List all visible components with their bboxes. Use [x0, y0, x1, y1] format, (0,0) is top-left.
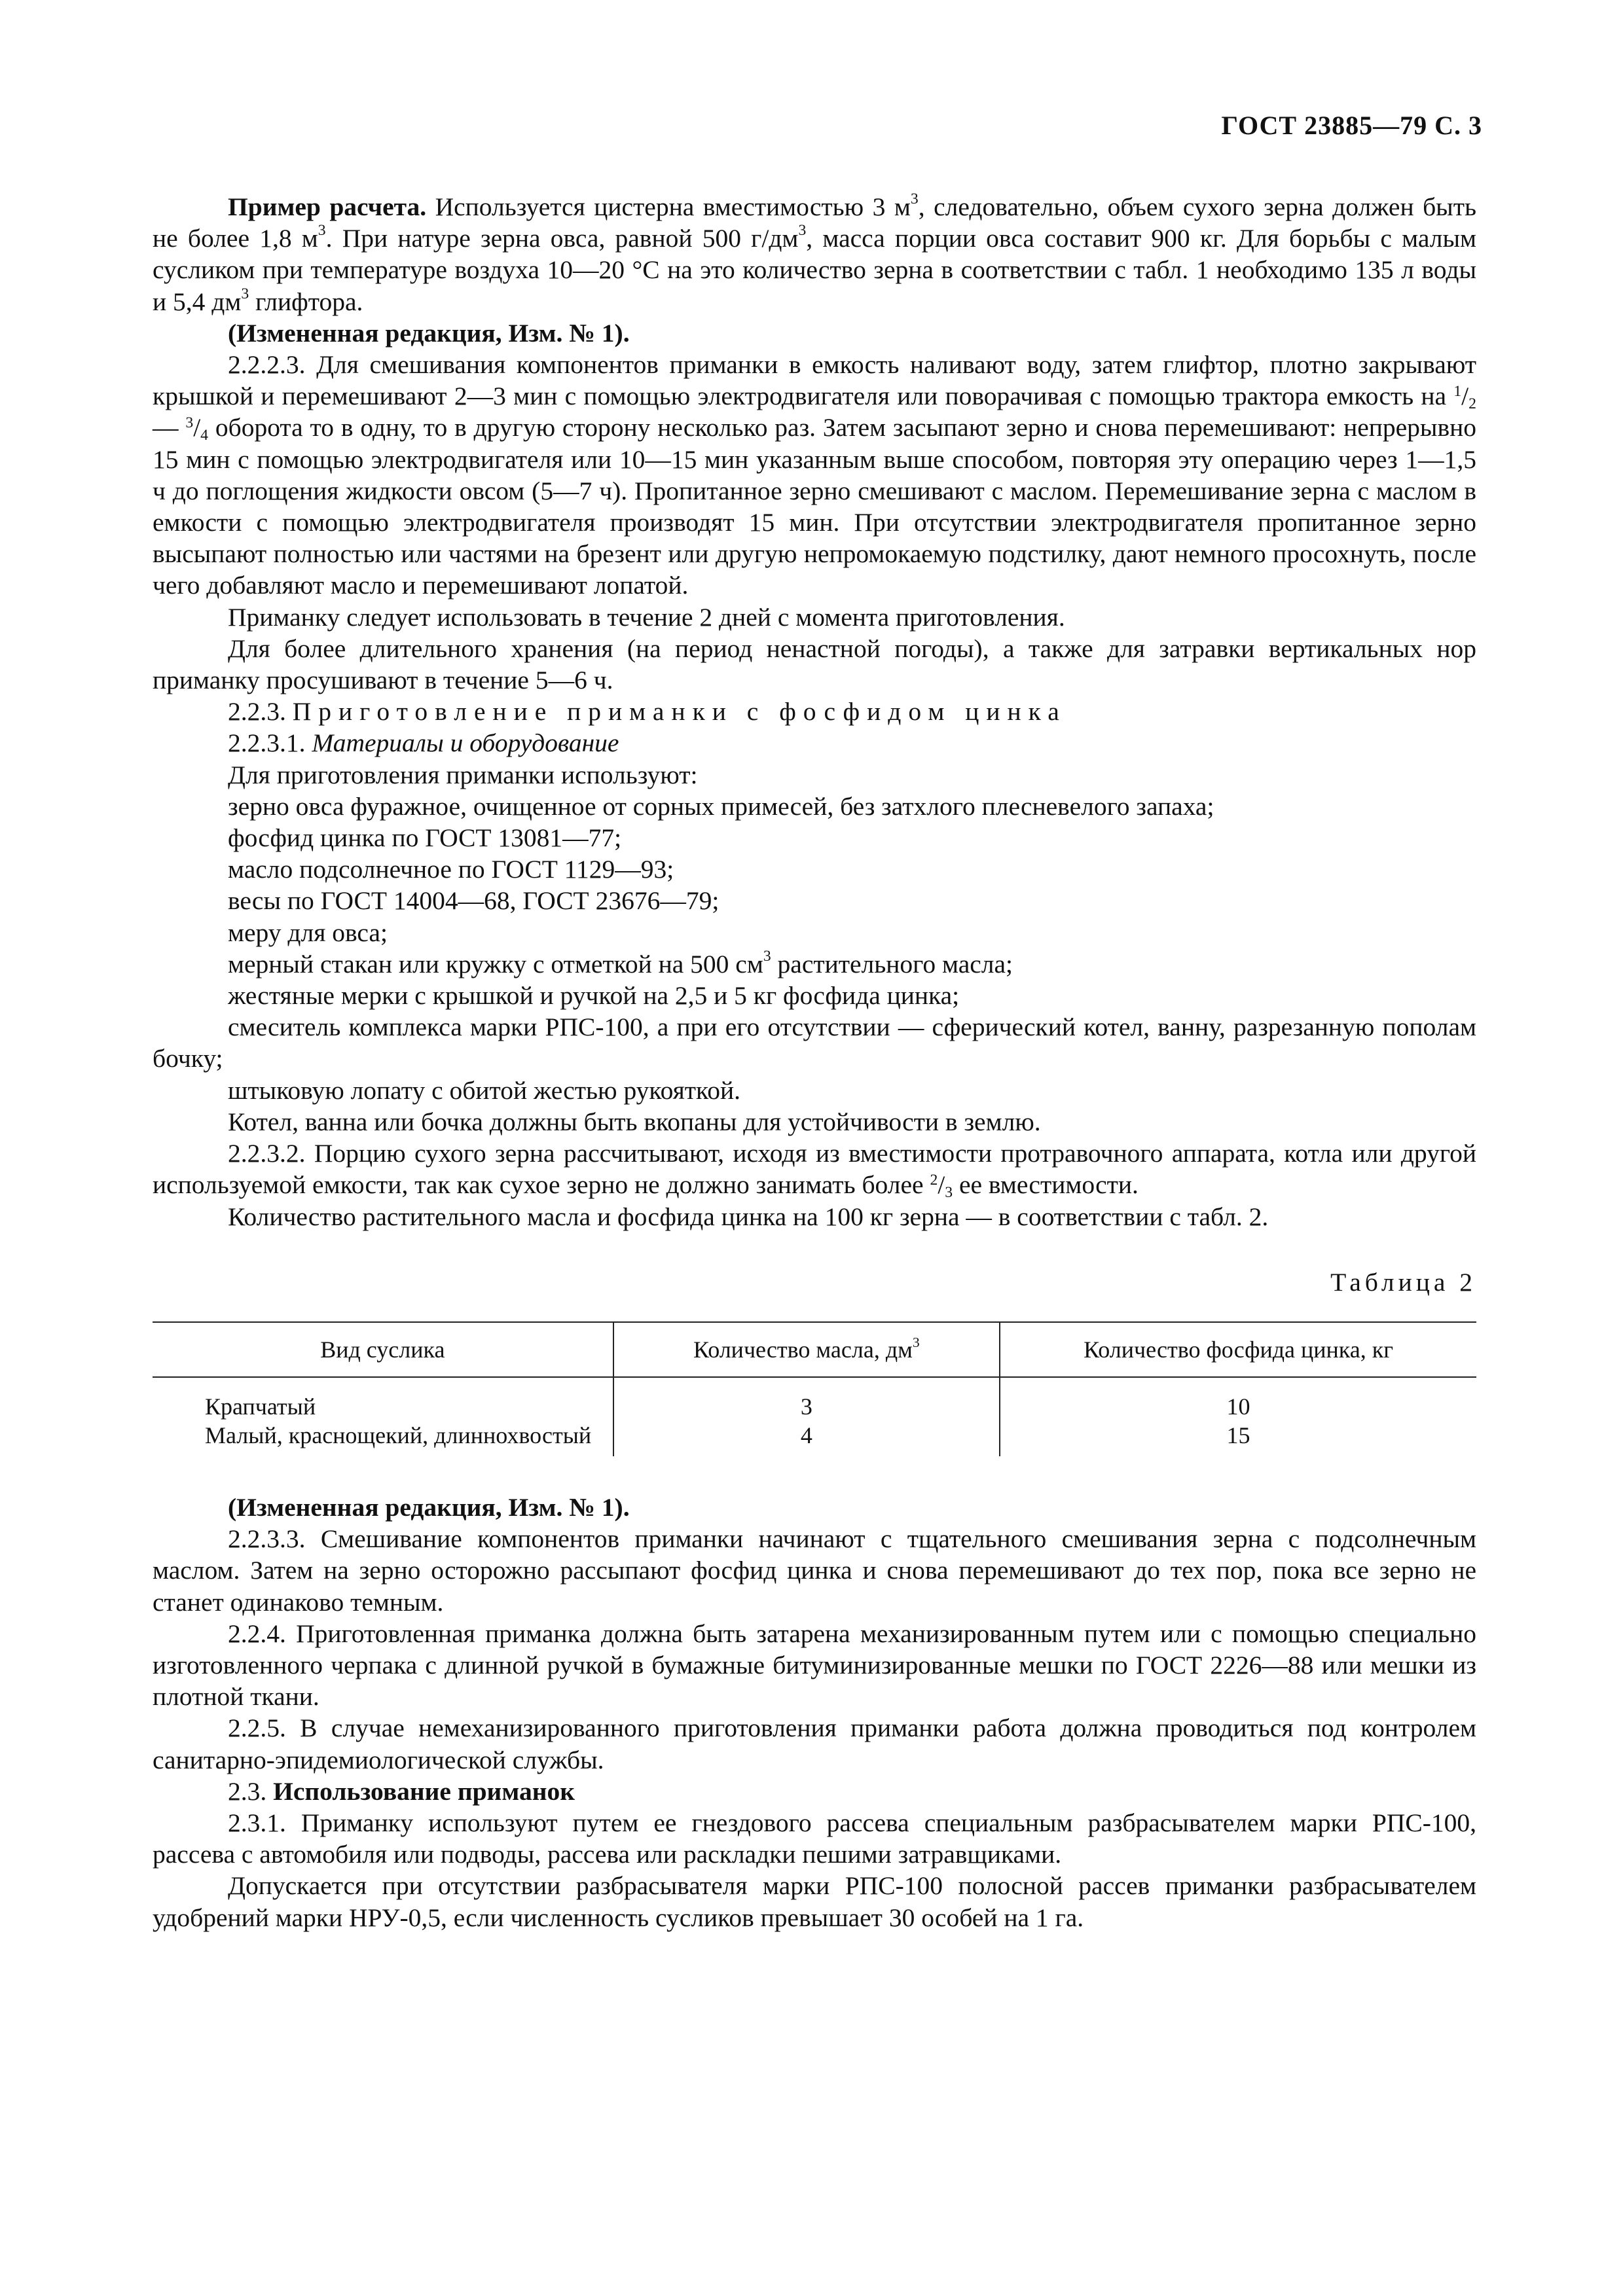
materials-item: фосфид цинка по ГОСТ 13081—77;: [228, 823, 622, 853]
section-2-2-3-1-heading: 2.2.3.1. Материалы и оборудование: [228, 728, 619, 758]
table-header: Количество масла, $дм^3$: [613, 1322, 1000, 1377]
table-row: [153, 1421, 1476, 1456]
quantity-paragraph: Количество растительного масла и фосфида цинка на 100 кг зерна — в соответствии с табл. 2.: [228, 1202, 1269, 1231]
materials-item: масло подсолнечное по ГОСТ 1129—93;: [228, 855, 674, 884]
section-2-2-4: 2.2.4. Приготовленная приманка должна быть затарена механизированным путем или с помощью специально изготовленного черпака с длинной ручкой в бумажные битуминизированные мешки по ГОСТ 2226—88 или мешки из плотной ткани.: [153, 1619, 1476, 1712]
usage-period-paragraph: Приманку следует использовать в течение 2 дней с момента приготовления.: [228, 602, 1065, 632]
section-2-2-2-3: 2.2.2.3. Для смешивания компонентов приманки в емкость наливают воду, затем глифтор, плотно закрывают крышкой и перемешивают 2—3 мин с помощью электродвигателя или поворачивая с помощью трактора емкость на $^1/_2$ — $^3/_4$ оборота то в одну, то в другую сторону несколько раз. Затем засыпают зерно и снова перемешивают: непрерывно 15 мин с помощью электродвигателя или 10—15 мин указанным выше способом, повторяя эту операцию через 1—1,5 ч до поглощения жидкости овсом (5—7 ч). Пропитанное зерно смешивают с маслом. Перемешивание зерна с маслом в емкости с помощью электродвигателя производят 15 мин. При отсутствии электродвигателя пропитанное зерно высыпают полностью или частями на брезент или другую непромокаемую подстилку, дают немного просохнуть, после чего добавляют масло и перемешивают лопатой.: [153, 350, 1476, 600]
materials-item: зерно овса фуражное, очищенное от сорных примесей, без затхлого плесневелого запаха;: [228, 791, 1214, 821]
fraction-three-quarters: $^3/_4$: [185, 413, 209, 444]
materials-item: весы по ГОСТ 14004—68, ГОСТ 23676—79;: [228, 886, 720, 916]
section-2-3-1: 2.3.1. Приманку используют путем ее гнездового рассева специальным разбрасывателем марки РПС-100, рассева с автомобиля или подводы, рассева или раскладки пешими затравщиками.: [153, 1808, 1476, 1869]
section-2-2-3-heading: 2.2.3. Приготовление приманки с фосфидом цинка: [228, 697, 1067, 726]
table-cell: Малый, краснощекий, длиннохвостый: [205, 1422, 592, 1448]
section-2-2-3-3: 2.2.3.3. Смешивание компонентов приманки начинают с тщательного смешивания зерна с подсолнечным маслом. Затем на зерно осторожно рассыпают фосфид цинка и снова перемешивают до тех пор, пока все зерно не станет одинаково темным.: [153, 1524, 1476, 1617]
table-2: [153, 1321, 1476, 1456]
last-paragraph: Допускается при отсутствии разбрасывателя марки РПС-100 полосной рассев приманки разбрасывателем удобрений марки НРУ-0,5, если численность сусликов превышает 30 особей на 1 га.: [153, 1871, 1476, 1932]
section-2-3-heading: 2.3. Использование приманок: [228, 1776, 575, 1806]
page-header: ГОСТ 23885—79 С. 3: [1221, 111, 1482, 140]
table-row: [153, 1377, 1476, 1421]
table-cell: 4: [613, 1421, 1000, 1456]
table-cell: 10: [1000, 1377, 1476, 1421]
edit-note: (Измененная редакция, Изм. № 1).: [228, 318, 630, 348]
storage-paragraph: Для более длительного хранения (на период ненастной погоды), а также для затравки вертикальных нор приманку просушивают в течение 5—6 ч.: [153, 634, 1476, 695]
document-body: [153, 191, 1476, 1933]
materials-item: мерный стакан или кружку с отметкой на 500 $см^3$ растительного масла;: [228, 948, 1013, 978]
calc-example-paragraph: Пример расчета. Используется цистерна вместимостью 3 $м^3$, следовательно, объем сухого зерна должен быть не более 1,8 $м^3$. При натуре зерна овса, равной 500 $г/дм^3$, масса порции овса составит 900 кг. Для борьбы с малым сусликом при температуре воздуха 10—20 °С на это количество зерна в соответствии с табл. 1 необходимо 135 л воды и 5,4 $дм^3$ глифтора.: [153, 190, 1476, 316]
section-2-2-5: 2.2.5. В случае немеханизированного приготовления приманки работа должна проводиться под контролем санитарно-эпидемиологической службы.: [153, 1713, 1476, 1774]
table-cell: 3: [613, 1377, 1000, 1421]
kotel-paragraph: Котел, ванна или бочка должны быть вкопаны для устойчивости в землю.: [228, 1107, 1041, 1136]
table-header: Количество фосфида цинка, кг: [1000, 1322, 1476, 1377]
section-2-2-3-2: 2.2.3.2. Порцию сухого зерна рассчитывают, исходя из вместимости протравочного аппарата, котла или другой используемой емкости, так как сухое зерно не должно занимать более $^2/_3$ ее вместимости.: [153, 1139, 1476, 1202]
table-cell: Крапчатый: [205, 1393, 316, 1420]
materials-item: меру для овса;: [228, 918, 388, 947]
edit-note: (Измененная редакция, Изм. № 1).: [228, 1492, 630, 1522]
materials-item: жестяные мерки с крышкой и ручкой на 2,5 и 5 кг фосфида цинка;: [228, 981, 960, 1011]
table-caption: Таблица 2: [1330, 1267, 1476, 1297]
table-cell: 15: [1000, 1421, 1476, 1456]
materials-item: штыковую лопату с обитой жестью рукояткой.: [228, 1075, 740, 1105]
fraction-two-thirds: $^2/_3$: [930, 1170, 953, 1202]
materials-intro: Для приготовления приманки используют:: [228, 760, 698, 789]
table-header: Вид суслика: [153, 1322, 613, 1377]
materials-item: смеситель комплекса марки РПС-100, а при его отсутствии — сферический котел, ванну, разрезанную пополам бочку;: [153, 1013, 1476, 1073]
fraction-half: $^1/_2$: [1453, 382, 1476, 413]
